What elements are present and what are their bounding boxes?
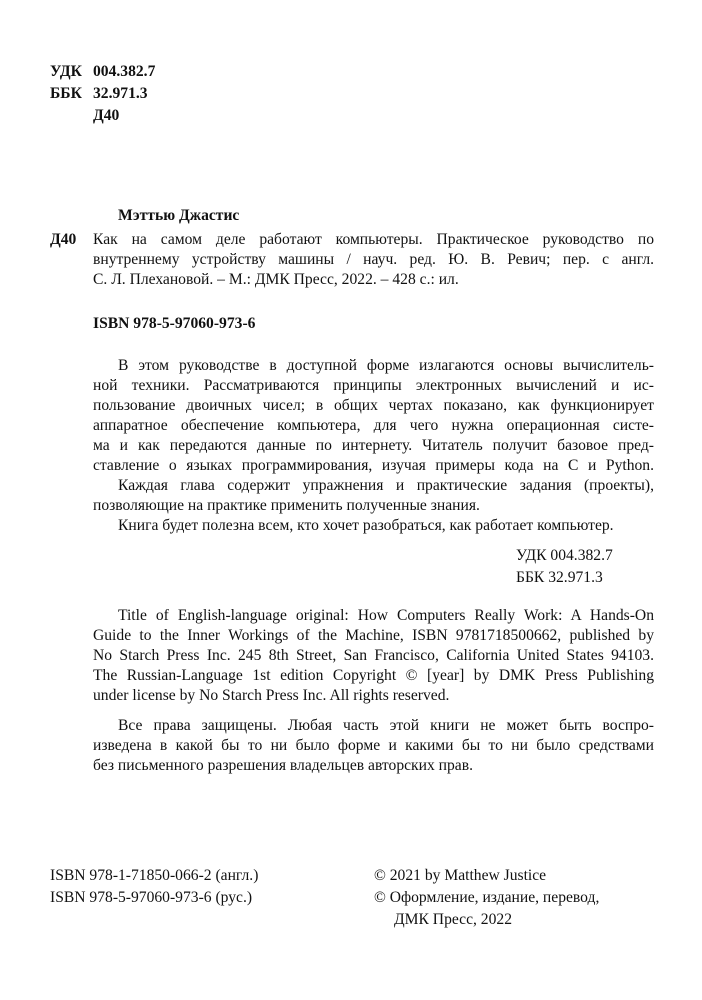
annotation-udk: УДК 004.382.7 [516,547,613,564]
rights-line: Все права защищены. Любая часть этой книги не может быть воспро- [118,717,654,734]
rights-line: изведена в какой бы то ни было форме и какими бы то ни было средствами [93,737,654,754]
annotation-line: Каждая глава содержит упражнения и практические задания (проекты), [118,477,654,494]
original-line: Title of English-language original: How Computers Really Work: A Hands-On [118,607,654,624]
bbk-label: ББК [50,85,82,102]
bbk-value: 32.971.3 [93,85,148,102]
bib-mark: Д40 [50,231,77,248]
bib-line: Как на самом деле работают компьютеры. Практическое руководство по [93,231,654,248]
bib-isbn: ISBN 978-5-97060-973-6 [93,315,256,332]
annotation-line: ной техники. Рассматриваются принципы электронных вычислений и ис- [93,377,654,394]
annotation-line: ма и как передаются данные по интернету. Читатель получит базовое пред- [93,437,654,454]
isbn-english: ISBN 978-1-71850-066-2 (англ.) [50,867,259,884]
bib-description [93,230,654,290]
annotation-line: Книга будет полезна всем, кто хочет разобраться, как работает компьютер. [118,517,614,534]
bib-line: С. Л. Плехановой. – М.: ДМК Пресс, 2022. – 428 с.: ил. [93,271,459,288]
annotation-line: ставление о языках программирования, изучая примеры кода на С и Python. [93,457,654,474]
annotation-bbk: ББК 32.971.3 [516,569,603,586]
bbk-line [50,84,148,104]
original-line: The Russian-Language 1st edition Copyright © [year] by DMK Press Publishing [93,667,654,684]
annotation-line: позволяющие на практике применить полученные знания. [93,497,480,514]
copyright-publisher-name: ДМК Пресс, 2022 [394,911,512,928]
author-mark: Д40 [93,107,120,124]
annotation-line: пользование двоичных чисел; в общих чертах показано, как функционирует [93,397,654,414]
rights-line: без письменного разрешения владельцев авторских прав. [93,757,473,774]
copyright-author: © 2021 by Matthew Justice [374,867,547,884]
rights-notice [93,716,654,776]
isbn-russian: ISBN 978-5-97060-973-6 (рус.) [50,889,253,906]
udk-value: 004.382.7 [93,63,156,80]
original-line: Guide to the Inner Workings of the Machine, ISBN 9781718500662, published by [93,627,654,644]
copyright-publisher: © Оформление, издание, перевод, [374,889,600,906]
udk-line [50,62,155,82]
original-line: under license by No Starch Press Inc. All rights reserved. [93,687,450,704]
original-info [93,606,654,706]
annotation-line: В этом руководстве в доступной форме излагаются основы вычислитель- [118,357,654,374]
bib-line: внутреннему устройству машины / науч. ред. Ю. В. Ревич; пер. с англ. [93,251,654,268]
author-name: Мэттью Джастис [118,207,240,224]
udk-label: УДК [50,63,82,80]
annotation [93,356,654,536]
annotation-line: аппаратное обеспечение компьютера, для чего нужна операционная систе- [93,417,654,434]
original-line: No Starch Press Inc. 245 8th Street, San Francisco, California United States 94103. [93,647,654,664]
